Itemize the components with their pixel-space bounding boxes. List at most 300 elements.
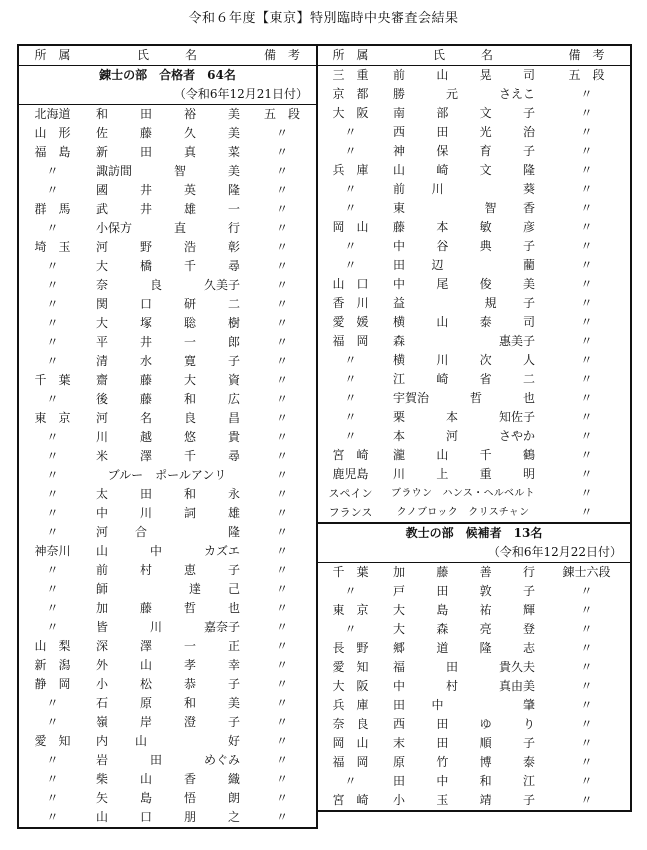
note-cell: 〃 [580, 660, 593, 674]
name-char: 大 [96, 316, 109, 330]
affiliation-cell: 東 京 [34, 411, 71, 425]
name-char: 寛 [183, 354, 196, 368]
name-char: 前 [393, 68, 406, 82]
name-char: 惠美子 [498, 334, 535, 348]
name-cell [383, 199, 543, 218]
name-char: 武 [96, 202, 109, 216]
note-cell: 〃 [580, 584, 593, 598]
table-row [18, 105, 317, 125]
name-text [383, 332, 543, 351]
name-text [86, 770, 248, 789]
name-char: 重 [479, 467, 492, 481]
note-cell: 〃 [580, 429, 593, 443]
name-char: 石 [96, 696, 109, 710]
note-cell: 〃 [275, 544, 288, 558]
table-row [317, 658, 631, 677]
name-char: 戸 [393, 584, 406, 598]
name-char: 川 [436, 353, 449, 367]
name-char: 皆 [96, 620, 109, 634]
name-text [383, 427, 543, 446]
name-char: 隆 [227, 183, 240, 197]
table-row [18, 789, 317, 808]
name-char: 次 [479, 353, 492, 367]
name-char: 口 [139, 810, 152, 824]
section-date-row [18, 85, 317, 105]
name-char: 千 [479, 448, 492, 462]
name-char: 美 [227, 107, 240, 121]
name-char: 藤 [436, 565, 449, 579]
affiliation-cell: 〃 [46, 715, 59, 729]
name-char: 江 [522, 774, 535, 788]
name-text [86, 485, 248, 504]
table-row [18, 238, 317, 257]
name-char: 恭 [183, 677, 196, 691]
note-cell: 〃 [275, 658, 288, 672]
note-cell: 〃 [275, 183, 288, 197]
note-cell: 〃 [580, 467, 593, 481]
name-text [383, 351, 543, 370]
affiliation-cell: 埼 玉 [34, 240, 71, 254]
name-char: 子 [522, 239, 535, 253]
note-cell: 〃 [275, 202, 288, 216]
header-name: 氏 名 [86, 45, 248, 66]
table-row [18, 428, 317, 447]
note-cell: 五 段 [263, 107, 300, 121]
name-char: 好 [227, 734, 240, 748]
affiliation-cell: 愛 知 [332, 660, 369, 674]
name-char: 尋 [227, 259, 240, 273]
affiliation-cell: 〃 [46, 221, 59, 235]
name-text [86, 200, 248, 219]
name-text [383, 753, 543, 772]
name-char: 辺 [431, 258, 444, 272]
affiliation-cell: 奈 良 [332, 717, 369, 731]
affiliation-cell: スペイン [328, 487, 373, 500]
name-text [86, 694, 248, 713]
table-row [317, 85, 631, 104]
table-row [317, 639, 631, 658]
name-char: 美 [522, 277, 535, 291]
name-char: 郷 [393, 641, 406, 655]
header-note: 備 考 [543, 45, 631, 66]
name-cell [383, 639, 543, 658]
name-char: 本 [436, 220, 449, 234]
name-char: 明 [522, 467, 535, 481]
affiliation-cell: 〃 [46, 620, 59, 634]
name-text [383, 408, 543, 427]
table-row [18, 352, 317, 371]
name-char: 西 [393, 717, 406, 731]
section-date-row [317, 543, 631, 563]
affiliation-cell: 千 葉 [34, 373, 71, 387]
name-char: 田 [139, 145, 152, 159]
affiliation-cell: 〃 [46, 316, 59, 330]
table-row [18, 542, 317, 561]
name-char: 保 [436, 144, 449, 158]
name-char: 知佐子 [498, 410, 535, 424]
name-cell [383, 370, 543, 389]
name-text [86, 219, 248, 238]
header-note: 備 考 [248, 45, 317, 66]
name-char: 恵 [183, 563, 196, 577]
name-char: 柴 [96, 772, 109, 786]
note-cell: 〃 [580, 353, 593, 367]
name-text [86, 333, 248, 352]
name-char: 横 [393, 315, 406, 329]
table-row [18, 618, 317, 637]
name-char: 行 [227, 221, 240, 235]
table-row [317, 142, 631, 161]
name-char: 川 [393, 467, 406, 481]
note-cell: 〃 [580, 201, 593, 215]
name-char: 竹 [436, 755, 449, 769]
name-char: 一 [183, 639, 196, 653]
name-text [383, 218, 543, 237]
name-cell [86, 542, 248, 561]
name-char: さやか [498, 429, 535, 443]
name-char: 千 [183, 449, 196, 463]
name-cell [86, 713, 248, 732]
table-row [18, 523, 317, 542]
name-char: 登 [522, 622, 535, 636]
affiliation-cell: 北海道 [34, 107, 71, 121]
header-affiliation: 所 属 [317, 45, 383, 66]
name-char: めぐみ [203, 753, 240, 767]
name-text [86, 580, 248, 599]
table-row [317, 237, 631, 256]
affiliation-cell: 千 葉 [332, 565, 369, 579]
name-text [86, 371, 248, 390]
name-char: 横 [393, 353, 406, 367]
name-char: 浩 [183, 240, 196, 254]
name-char: 美 [227, 696, 240, 710]
affiliation-cell: 〃 [344, 429, 357, 443]
table-row [18, 675, 317, 694]
table-row [18, 200, 317, 219]
name-text [86, 143, 248, 162]
affiliation-cell: 神奈川 [34, 544, 71, 558]
name-text [86, 732, 248, 751]
note-cell: 〃 [275, 297, 288, 311]
name-char: 裕 [183, 107, 196, 121]
affiliation-cell: 〃 [344, 391, 357, 405]
table-row [317, 351, 631, 370]
name-char: 順 [479, 736, 492, 750]
name-char: カズエ [203, 544, 240, 558]
note-cell: 〃 [275, 487, 288, 501]
name-text [86, 428, 248, 447]
note-cell: 〃 [580, 622, 593, 636]
name-char: 佐 [96, 126, 109, 140]
name-char: 山 [139, 658, 152, 672]
section-title-row [317, 523, 631, 543]
name-cell [86, 580, 248, 599]
note-cell: 〃 [275, 240, 288, 254]
name-char: 河 [96, 525, 109, 539]
name-text [383, 275, 543, 294]
name-text [383, 696, 543, 715]
name-char: 司 [522, 68, 535, 82]
name-cell [86, 770, 248, 789]
name-char: 原 [393, 755, 406, 769]
note-cell: 〃 [275, 715, 288, 729]
name-char: 久 [183, 126, 196, 140]
name-char: 川 [431, 182, 444, 196]
name-char: 田 [393, 774, 406, 788]
name-char: 織 [227, 772, 240, 786]
name-char: 菜 [227, 145, 240, 159]
table-row [317, 370, 631, 389]
name-char: 加 [393, 565, 406, 579]
name-char: 悠 [183, 430, 196, 444]
name-text [383, 791, 543, 810]
table-row [317, 66, 631, 86]
affiliation-cell: 〃 [46, 601, 59, 615]
affiliation-cell: 〃 [46, 753, 59, 767]
affiliation-cell: 福 島 [34, 145, 71, 159]
name-char: 益 [393, 296, 406, 310]
name-text [86, 637, 248, 656]
affiliation-cell: 新 潟 [34, 658, 71, 672]
table-row [18, 219, 317, 238]
note-cell: 〃 [275, 696, 288, 710]
name-char: 大 [393, 622, 406, 636]
name-char: 本 [445, 410, 458, 424]
name-char: 香 [522, 201, 535, 215]
name-cell [383, 237, 543, 256]
table-row [18, 409, 317, 428]
name-char: 太 [96, 487, 109, 501]
name-text [383, 66, 543, 85]
table-row [317, 620, 631, 639]
affiliation-cell: 〃 [46, 278, 59, 292]
name-char: 中 [149, 544, 162, 558]
name-cell [383, 563, 543, 583]
name-char: 光 [479, 125, 492, 139]
name-char: 村 [445, 679, 458, 693]
affiliation-cell: 〃 [46, 791, 59, 805]
table-row [317, 294, 631, 313]
results-table-right [316, 44, 632, 812]
table-row [18, 770, 317, 789]
name-cell [86, 143, 248, 162]
table-row [317, 734, 631, 753]
page-title: 令和６年度【東京】特別臨時中央審査会結果 [188, 11, 459, 26]
name-char: 貴 [227, 430, 240, 444]
name-char: 省 [479, 372, 492, 386]
name-char: 貴久夫 [498, 660, 535, 674]
name-text: ブラウン ハンス・ヘルベルト [391, 488, 535, 499]
name-char: 直 [173, 221, 186, 235]
note-cell: 〃 [275, 639, 288, 653]
affiliation-cell: 〃 [344, 258, 357, 272]
name-cell [86, 295, 248, 314]
name-char: 千 [183, 259, 196, 273]
name-char: 行 [522, 565, 535, 579]
note-cell: 〃 [580, 220, 593, 234]
name-cell [383, 408, 543, 427]
name-cell [86, 618, 248, 637]
name-char: 齋 [96, 373, 109, 387]
name-text [86, 656, 248, 675]
name-cell [383, 123, 543, 142]
name-char: 中 [96, 506, 109, 520]
name-char: 田 [139, 107, 152, 121]
name-text [383, 199, 543, 218]
name-cell [86, 219, 248, 238]
table-row [18, 656, 317, 675]
affiliation-cell: 〃 [46, 297, 59, 311]
name-char: 真由美 [498, 679, 535, 693]
note-cell: 〃 [580, 87, 593, 101]
name-cell [86, 333, 248, 352]
name-text [383, 161, 543, 180]
name-text [86, 561, 248, 580]
name-char: 子 [522, 106, 535, 120]
name-text [86, 523, 248, 542]
name-text: クノブロック クリスチャン [396, 507, 530, 518]
name-cell [383, 142, 543, 161]
table-row [317, 104, 631, 123]
name-char: 澤 [139, 449, 152, 463]
note-cell: 〃 [580, 641, 593, 655]
name-char: 岸 [139, 715, 152, 729]
note-cell: 〃 [580, 315, 593, 329]
name-char: 研 [183, 297, 196, 311]
name-char: 一 [183, 335, 196, 349]
name-char: 田 [436, 584, 449, 598]
note-cell: 〃 [275, 221, 288, 235]
name-text [383, 677, 543, 696]
table-row [317, 582, 631, 601]
name-char: 河 [96, 411, 109, 425]
name-char: 藤 [139, 373, 152, 387]
note-cell: 〃 [580, 717, 593, 731]
table-row [18, 447, 317, 466]
name-char: 朋 [183, 810, 196, 824]
name-char: 福 [393, 660, 406, 674]
table-row [18, 504, 317, 523]
table-row [317, 123, 631, 142]
results-table-left [17, 44, 318, 829]
name-char: 合 [135, 525, 148, 539]
note-cell: 〃 [275, 468, 288, 482]
affiliation-cell: 宮 崎 [332, 448, 369, 462]
name-char: 中 [436, 774, 449, 788]
name-char: 部 [436, 106, 449, 120]
name-text [86, 257, 248, 276]
note-cell: 〃 [275, 126, 288, 140]
note-cell: 〃 [275, 810, 288, 824]
name-char: 澄 [183, 715, 196, 729]
affiliation-cell: 〃 [344, 353, 357, 367]
note-cell: 〃 [580, 239, 593, 253]
affiliation-cell: 岡 山 [332, 736, 369, 750]
name-cell [86, 637, 248, 656]
name-char: 深 [96, 639, 109, 653]
note-cell: 〃 [275, 430, 288, 444]
name-char: 田 [436, 736, 449, 750]
name-text [383, 237, 543, 256]
name-cell [383, 66, 543, 86]
note-cell: 〃 [580, 505, 593, 519]
name-text [86, 390, 248, 409]
name-char: 彦 [522, 220, 535, 234]
table-header-row [317, 45, 631, 66]
note-cell: 〃 [275, 772, 288, 786]
note-cell: 〃 [275, 145, 288, 159]
name-char: 中 [393, 679, 406, 693]
table-row [18, 162, 317, 181]
name-char: 二 [227, 297, 240, 311]
affiliation-cell: 大 阪 [332, 106, 369, 120]
name-char: 川 [149, 620, 162, 634]
affiliation-cell: 〃 [46, 259, 59, 273]
table-header-row [18, 45, 317, 66]
name-char: 二 [522, 372, 535, 386]
name-char: 大 [393, 603, 406, 617]
name-char: 智 [173, 164, 186, 178]
affiliation-cell: 愛 知 [34, 734, 71, 748]
table-row [317, 677, 631, 696]
name-text [383, 582, 543, 601]
name-char: 前 [96, 563, 109, 577]
name-char: 隆 [227, 525, 240, 539]
affiliation-cell: 〃 [46, 582, 59, 596]
name-char: 和 [183, 392, 196, 406]
name-text [86, 447, 248, 466]
name-char: 資 [227, 373, 240, 387]
name-char: 関 [96, 297, 109, 311]
name-char: 人 [522, 353, 535, 367]
table-row [317, 772, 631, 791]
name-char: 小 [96, 677, 109, 691]
name-char: 良 [149, 278, 162, 292]
name-char: 米 [96, 449, 109, 463]
name-text [86, 409, 248, 428]
name-cell [383, 753, 543, 772]
table-row [317, 199, 631, 218]
note-cell: 〃 [580, 163, 593, 177]
affiliation-cell: 東 京 [332, 603, 369, 617]
table-row [18, 181, 317, 200]
name-char: 岩 [96, 753, 109, 767]
name-cell [86, 409, 248, 428]
name-cell [383, 658, 543, 677]
name-char: 葵 [522, 182, 535, 196]
name-text [86, 599, 248, 618]
affiliation-cell: 〃 [46, 506, 59, 520]
name-char: 水 [139, 354, 152, 368]
name-cell [86, 751, 248, 770]
table-row [317, 427, 631, 446]
name-char: 山 [436, 448, 449, 462]
affiliation-cell: 〃 [344, 182, 357, 196]
name-char: 勝 [393, 87, 406, 101]
name-cell [383, 465, 543, 484]
name-char: 子 [522, 736, 535, 750]
name-char: 川 [96, 430, 109, 444]
section-title: 錬士の部 合格者 64名 [99, 68, 236, 82]
name-text [86, 314, 248, 333]
name-text [86, 504, 248, 523]
table-row [18, 751, 317, 770]
name-char: 之 [227, 810, 240, 824]
note-cell: 〃 [580, 334, 593, 348]
note-cell: 〃 [275, 278, 288, 292]
name-text [383, 142, 543, 161]
name-char: 口 [139, 297, 152, 311]
